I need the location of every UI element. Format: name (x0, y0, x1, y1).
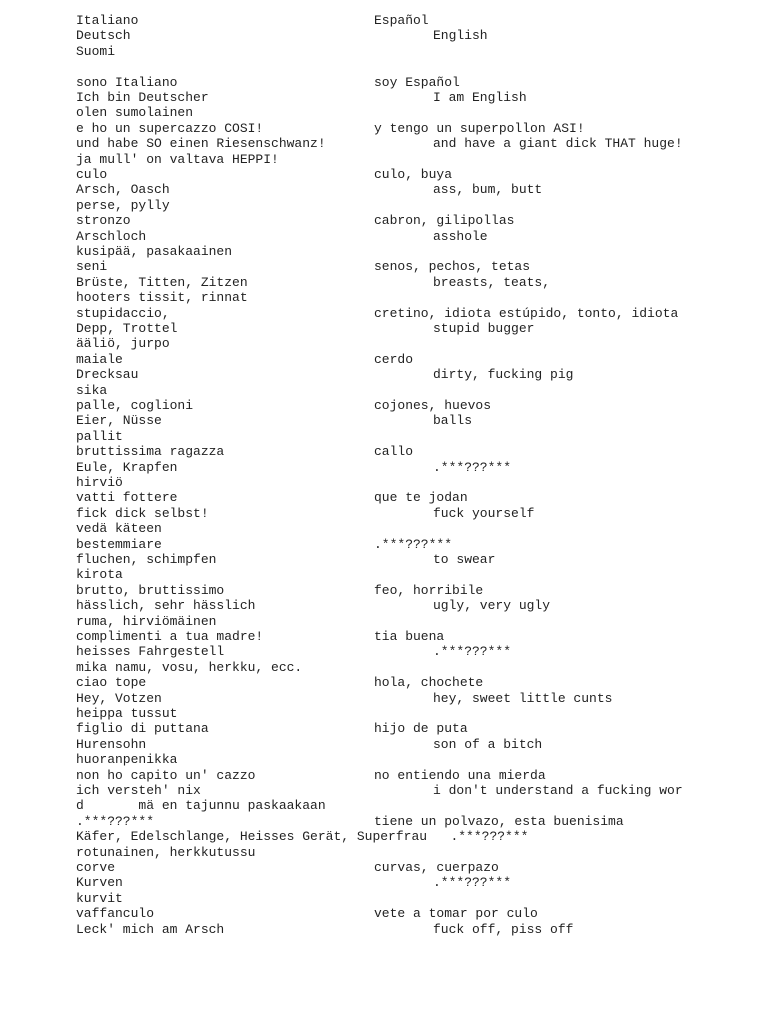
left-text: und habe SO einen Riesenschwanz! (76, 136, 326, 152)
left-text: figlio di puttana (76, 721, 209, 737)
spanish-text: curvas, cuerpazo (374, 860, 499, 875)
text-line (76, 321, 535, 336)
left-text: stupidaccio, (76, 305, 170, 321)
text-line (76, 413, 473, 429)
text-line (76, 875, 512, 891)
text-line (76, 182, 543, 198)
left-text: Brüste, Titten, Zitzen (76, 274, 248, 290)
left-text: Arschloch (76, 228, 147, 244)
english-text: ugly, very ugly (433, 598, 551, 614)
spanish-text: senos, pechos, tetas (374, 259, 531, 275)
spanish-text: .***???*** (374, 536, 453, 552)
spanish-text: soy Español (374, 74, 460, 90)
left-text: stronzo (76, 213, 131, 229)
left-text: Käfer, Edelschlange, Heisses Gerät, Superfrau (76, 829, 428, 845)
english-text: to swear (433, 552, 496, 567)
text-line (76, 860, 499, 875)
text-line (76, 228, 488, 244)
left-text: e ho un supercazzo COSI! (76, 120, 264, 136)
left-text: Italiano (76, 13, 139, 28)
text-line (76, 798, 326, 813)
left-text: bestemmiare (76, 536, 162, 552)
text-line (76, 891, 123, 906)
left-text: non ho capito un' cazzo (76, 767, 256, 783)
left-text: perse, pylly (76, 197, 170, 213)
text-line (76, 505, 535, 521)
text-line (76, 783, 683, 798)
english-text: stupid bugger (433, 321, 535, 336)
left-text: vatti fottere (76, 490, 178, 506)
english-text: i don't understand a fucking wor (433, 783, 683, 798)
text-line (76, 459, 512, 475)
left-text: huoranpenikka (76, 752, 178, 768)
left-text: maiale (76, 351, 123, 367)
left-text: d mä en tajunnu paskaakaan (76, 798, 326, 814)
english-text: dirty, fucking pig (433, 367, 574, 383)
spanish-text: cabron, gilipollas (374, 213, 515, 229)
text-line (76, 706, 177, 721)
text-line (76, 336, 170, 351)
left-text: vedä käteen (76, 521, 162, 537)
left-text: kirota (76, 567, 123, 583)
spanish-text: Español (374, 13, 429, 28)
text-line (76, 28, 488, 44)
left-text: corve (76, 860, 116, 875)
text-line (76, 490, 468, 506)
text-line (76, 167, 453, 182)
left-text: Ich bin Deutscher (76, 90, 209, 105)
text-line (76, 444, 414, 460)
text-line (76, 383, 107, 398)
english-text: fuck off, piss off (433, 921, 574, 937)
text-line (76, 259, 531, 275)
english-text: English (433, 28, 488, 44)
spanish-text: tiene un polvazo, esta buenisima (374, 813, 624, 829)
left-text: Depp, Trottel (76, 321, 178, 336)
left-text: olen sumolainen (76, 105, 194, 121)
left-text: Kurven (76, 875, 123, 891)
left-text: ja mull' on valtava HEPPI! (76, 151, 279, 167)
left-text: sika (76, 382, 108, 398)
left-text: heippa tussut (76, 706, 178, 721)
english-text: hey, sweet little cunts (433, 690, 613, 706)
english-text: ass, bum, butt (433, 182, 543, 198)
spanish-text: culo, buya (374, 167, 453, 182)
left-text: Hurensohn (76, 736, 147, 752)
left-text: fluchen, schimpfen (76, 552, 217, 567)
text-line (76, 367, 574, 383)
english-text: son of a bitch (433, 736, 543, 752)
left-text: sono Italiano (76, 74, 178, 90)
left-text: hässlich, sehr hässlich (76, 598, 256, 614)
text-line (76, 44, 115, 59)
text-line (76, 906, 538, 922)
english-text: .***???*** (433, 644, 512, 660)
text-line (76, 90, 527, 105)
text-line (76, 136, 683, 152)
text-line (76, 13, 429, 28)
left-text: hooters tissit, rinnat (76, 290, 248, 306)
text-line (76, 721, 468, 737)
left-text: Suomi (76, 43, 116, 59)
text-line (76, 567, 123, 582)
left-text: hirviö (76, 475, 123, 490)
left-text: ruma, hirviömäinen (76, 613, 217, 629)
text-line (76, 152, 279, 167)
text-line (76, 244, 232, 259)
spanish-text: cretino, idiota estúpido, tonto, idiota (374, 305, 679, 321)
left-text: Arsch, Oasch (76, 182, 170, 198)
english-text: fuck yourself (433, 505, 535, 521)
text-line (76, 274, 551, 290)
left-text: Eule, Krapfen (76, 459, 178, 475)
english-text: asshole (433, 228, 488, 244)
text-line (76, 660, 302, 675)
text-line (76, 398, 492, 413)
left-text: Hey, Votzen (76, 690, 162, 706)
spanish-text: y tengo un superpollon ASI! (374, 120, 585, 136)
left-text: ääliö, jurpo (76, 336, 170, 352)
text-line (76, 475, 123, 490)
text-line (76, 582, 484, 598)
left-text: rotunainen, herkkutussu (76, 844, 256, 860)
spanish-text: cojones, huevos (374, 398, 492, 413)
left-text: Leck' mich am Arsch (76, 921, 225, 937)
text-line (76, 767, 546, 783)
spanish-text: vete a tomar por culo (374, 906, 538, 922)
english-text: .***???*** (433, 875, 512, 891)
text-line (76, 598, 551, 614)
left-text: Deutsch (76, 28, 131, 44)
text-line (76, 736, 543, 752)
text-line (76, 120, 585, 136)
english-text: .***???*** (450, 829, 529, 845)
left-text: culo (76, 167, 108, 182)
text-line (76, 536, 453, 552)
text-line (76, 629, 445, 644)
text-line (76, 614, 216, 629)
left-text: .***???*** (76, 813, 155, 829)
english-text: I am English (433, 90, 527, 105)
english-text: and have a giant dick THAT huge! (433, 136, 683, 152)
left-text: kusipää, pasakaainen (76, 244, 233, 259)
left-text: seni (76, 259, 108, 275)
text-line (76, 74, 460, 90)
left-text: brutto, bruttissimo (76, 582, 225, 598)
left-text: pallit (76, 428, 123, 444)
spanish-text: hola, chochete (374, 675, 484, 691)
text-line (76, 305, 679, 321)
text-line (76, 351, 414, 367)
spanish-text: feo, horribile (374, 582, 484, 598)
left-text: bruttissima ragazza (76, 444, 225, 460)
text-line (76, 829, 528, 844)
text-line (76, 290, 248, 305)
text-line (76, 644, 512, 660)
left-text: Drecksau (76, 367, 139, 383)
english-text: balls (433, 413, 473, 429)
left-text: fick dick selbst! (76, 505, 209, 521)
spanish-text: hijo de puta (374, 721, 468, 737)
text-line (76, 752, 177, 767)
text-line (76, 429, 123, 444)
left-text: complimenti a tua madre! (76, 629, 264, 644)
text-line (76, 813, 624, 829)
text-line (76, 198, 170, 213)
left-text: mika namu, vosu, herkku, ecc. (76, 659, 303, 675)
left-text: heisses Fahrgestell (76, 644, 225, 660)
english-text: .***???*** (433, 459, 512, 475)
spanish-text: tia buena (374, 629, 445, 644)
left-text: Eier, Nüsse (76, 413, 162, 429)
left-text: palle, coglioni (76, 398, 194, 413)
spanish-text: no entiendo una mierda (374, 767, 546, 783)
text-line (76, 521, 162, 536)
spanish-text: cerdo (374, 351, 414, 367)
left-text: vaffanculo (76, 906, 155, 922)
text-line (76, 921, 574, 937)
text-line (76, 105, 193, 120)
text-line (76, 845, 255, 860)
text-line (76, 675, 484, 691)
text-line (76, 552, 496, 567)
spanish-text: que te jodan (374, 490, 468, 506)
english-text: breasts, teats, (433, 274, 551, 290)
text-line (76, 690, 613, 706)
left-text: ich versteh' nix (76, 783, 201, 798)
left-text: ciao tope (76, 675, 147, 691)
spanish-text: callo (374, 444, 414, 460)
left-text: kurvit (76, 890, 123, 906)
text-line (76, 213, 515, 229)
